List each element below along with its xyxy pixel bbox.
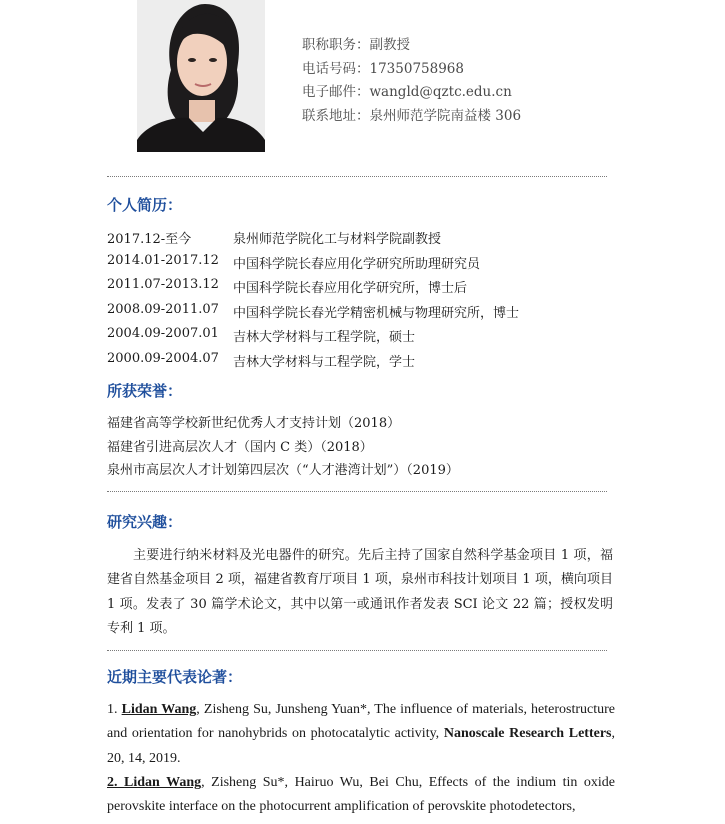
cv-period: 2011.07-2013.12 bbox=[107, 277, 219, 292]
divider bbox=[107, 650, 607, 651]
cv-period: 2017.12-至今 bbox=[107, 232, 192, 247]
divider bbox=[107, 491, 607, 492]
cv-period: 2008.09-2011.07 bbox=[107, 301, 219, 317]
cv-description: 中国科学院长春应用化学研究所，博士后 bbox=[233, 281, 468, 296]
cv-item bbox=[107, 253, 519, 278]
publication-author: Lidan Wang bbox=[124, 774, 202, 790]
mailing-address: 联系地址：泉州师范学院南益楼 306 bbox=[302, 108, 522, 125]
honor-item: 福建省高等学校新世纪优秀人才支持计划（2018） bbox=[107, 416, 401, 431]
publication-details: , Zisheng Su*, Hairuo Wu, Bei Chu, Effects of the indium tin oxide perovskite interface on the photocurrent amplification of perovskite photodetectors, bbox=[107, 774, 616, 815]
publication-volume: , 20, 14, 2019. bbox=[107, 726, 615, 766]
publication-item bbox=[107, 698, 615, 771]
divider bbox=[107, 176, 607, 177]
publication-number: 1. bbox=[107, 702, 122, 717]
publication-author: Lidan Wang bbox=[121, 702, 197, 717]
publication-journal: Nanoscale Research Letters bbox=[443, 726, 612, 742]
research-interests-text: 主要进行纳米材料及光电器件的研究。先后主持了国家自然科学基金项目 1 项，福建省自然基金项目 2 项，福建省教育厅项目 1 项，泉州市科技计划项目 1 项，横向项目 1 项。发表了 30 篇学术论文，其中以第一或通讯作者发表 SCI 论文 22 篇；授权发明专利 1 项。 bbox=[107, 548, 613, 636]
cv-item bbox=[107, 326, 519, 351]
section-title-publications: 近期主要代表论著： bbox=[107, 668, 243, 686]
cv-period: 2000.09-2004.07 bbox=[107, 350, 219, 366]
honor-item: 福建省引进高层次人才（国内 C 类）（2018） bbox=[107, 439, 373, 455]
cv-item bbox=[107, 228, 519, 253]
cv-item bbox=[107, 302, 519, 327]
cv-period: 2014.01-2017.12 bbox=[107, 252, 219, 268]
section-title-cv: 个人简历： bbox=[107, 196, 183, 214]
cv-period: 2004.09-2007.01 bbox=[107, 326, 219, 341]
publication-number: 2. bbox=[107, 774, 125, 790]
phone-number: 电话号码：17350758968 bbox=[302, 60, 464, 77]
publication-list bbox=[107, 698, 615, 819]
honor-item: 泉州市高层次人才计划第四层次（“人才港湾计划”）（2019） bbox=[107, 463, 459, 478]
cv-list bbox=[107, 228, 519, 375]
contact-info bbox=[302, 33, 521, 128]
cv-item bbox=[107, 351, 519, 376]
email-address[interactable]: 电子邮件：wangld@qztc.edu.cn bbox=[302, 84, 512, 101]
publication-item bbox=[107, 771, 615, 820]
cv-description: 吉林大学材料与工程学院，硕士 bbox=[233, 330, 416, 345]
section-title-research: 研究兴趣： bbox=[107, 513, 183, 531]
publication-details: , Zisheng Su, Junsheng Yuan*, The influence of materials, heterostructure and orientation for nanohybrids on photocatalytic activity, bbox=[107, 702, 616, 742]
profile-photo bbox=[137, 0, 265, 152]
cv-description: 泉州师范学院化工与材料学院副教授 bbox=[233, 232, 442, 247]
cv-description: 中国科学院长春光学精密机械与物理研究所，博士 bbox=[233, 305, 520, 321]
honors-list bbox=[107, 412, 459, 483]
cv-description: 吉林大学材料与工程学院，学士 bbox=[233, 354, 416, 370]
title-position: 职称职务：副教授 bbox=[302, 37, 410, 53]
cv-description: 中国科学院长春应用化学研究所助理研究员 bbox=[233, 256, 481, 272]
section-title-honors: 所获荣誉： bbox=[107, 382, 183, 400]
cv-item bbox=[107, 277, 519, 302]
